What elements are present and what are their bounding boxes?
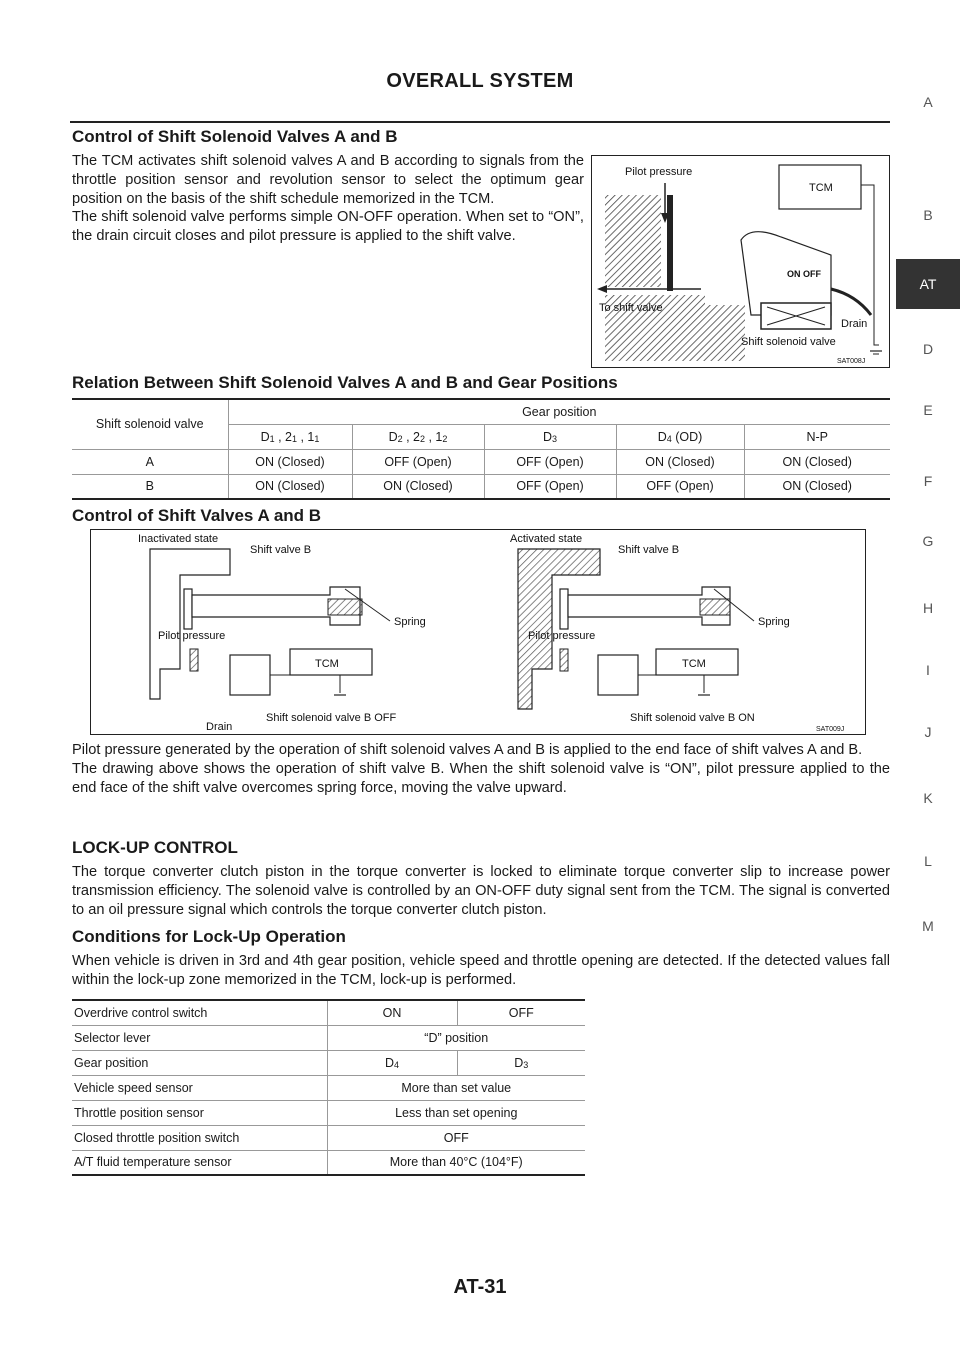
tcm-label: TCM (809, 182, 833, 194)
tcm-label: TCM (682, 658, 706, 670)
table-cell: OFF (327, 1125, 585, 1150)
table-cell: Selector lever (72, 1025, 327, 1050)
section-heading-shift-valves: Control of Shift Valves A and B (72, 506, 322, 525)
side-tab-a[interactable]: A (923, 94, 933, 110)
table-cell: $D_4$ (327, 1050, 457, 1075)
solenoid-valve-label: Shift solenoid valve (741, 336, 836, 348)
table-cell: OFF (Open) (484, 449, 616, 474)
paragraph: The drawing above shows the operation of shift valve B. When the shift solenoid valve is “ON”, pilot pressure applied to the end face of the shift valve overcomes spring force, moving the valve upward. (72, 760, 890, 796)
shift-valves-description (72, 741, 890, 797)
orifice-right (560, 649, 568, 671)
pilot-pressure-label: Pilot pressure (158, 630, 226, 642)
table-cell: Overdrive control switch (72, 1000, 327, 1025)
figure-code: SAT009J (816, 726, 845, 733)
table-cell: ON (Closed) (744, 449, 890, 474)
header-rule (70, 121, 890, 123)
drain-label: Drain (206, 721, 233, 733)
table-cell: “D” position (327, 1025, 585, 1050)
section-heading-lockup: LOCK-UP CONTROL (72, 838, 238, 857)
table-cell: OFF (Open) (616, 474, 744, 499)
paragraph: The TCM activates shift solenoid valves A and B according to signals from the throttle position sensor and revolution sensor to select the optimum gear position on the basis of the shift schedule memorized in the TCM. (72, 153, 584, 207)
tcm-label: TCM (315, 658, 339, 670)
paragraph: When vehicle is driven in 3rd and 4th gear position, vehicle speed and throttle opening are detected. If the detected values fall within the lock-up zone memorized in the TCM, lock-up is performed. (72, 953, 890, 988)
table-cell: More than 40°C (104°F) (327, 1150, 585, 1175)
page-title: OVERALL SYSTEM (386, 70, 574, 92)
table-cell: ON (Closed) (744, 474, 890, 499)
table-row (72, 474, 890, 499)
side-tab-l[interactable]: L (924, 853, 932, 869)
column-header: N-P (744, 424, 890, 449)
table-cell: OFF (Open) (352, 449, 484, 474)
pilot-pressure-label: Pilot pressure (528, 630, 596, 642)
side-tab-j[interactable]: J (924, 724, 932, 740)
orifice-left (190, 649, 198, 671)
table-cell: Throttle position sensor (72, 1100, 327, 1125)
table-row (72, 399, 890, 424)
section-heading-lockup-conditions: Conditions for Lock-Up Operation (72, 927, 346, 946)
table-cell: ON (Closed) (228, 474, 352, 499)
valve-housing-upper (605, 195, 661, 287)
solenoid-block-right (598, 655, 638, 695)
table-cell: ON (Closed) (352, 474, 484, 499)
page-number: AT-31 (453, 1276, 507, 1298)
ssv-on-label: Shift solenoid valve B ON (630, 712, 755, 724)
column-header: $D_4$ (OD) (616, 424, 744, 449)
ssv-off-label: Shift solenoid valve B OFF (266, 712, 397, 724)
table-cell: ON (327, 1000, 457, 1025)
shift-valve-b-label: Shift valve B (250, 544, 312, 556)
column-header: $D_1$ , $2_1$ , $1_1$ (228, 424, 352, 449)
table-row (72, 1125, 585, 1150)
paragraph: The shift solenoid valve performs simple ON-OFF operation. When set to “ON”, the drain circuit closes and pilot pressure is applied to the shift valve. (72, 209, 584, 245)
solenoid-block-left (230, 655, 270, 695)
figure-code: SAT008J (837, 358, 866, 365)
spring-label: Spring (394, 616, 426, 628)
to-shift-valve-label: To shift valve (599, 302, 663, 314)
side-tab-m[interactable]: M (922, 918, 934, 934)
spring-label: Spring (758, 616, 790, 628)
shift-solenoid-description (72, 152, 584, 246)
column-header: $D_2$ , $2_2$ , $1_2$ (352, 424, 484, 449)
table-cell: $D_3$ (457, 1050, 585, 1075)
side-tab-g[interactable]: G (922, 533, 934, 549)
table-row (72, 1025, 585, 1050)
side-tab-f[interactable]: F (923, 473, 933, 489)
spring-right (700, 599, 730, 615)
column-header: Gear position (228, 399, 890, 424)
valve-housing-side (705, 305, 745, 361)
inactivated-state-label: Inactivated state (138, 533, 219, 545)
table-cell: B (72, 474, 228, 499)
gear-position-table (72, 398, 890, 500)
shift-valve-b-label: Shift valve B (618, 544, 680, 556)
section-heading-shift-solenoid: Control of Shift Solenoid Valves A and B (72, 127, 398, 146)
table-cell: Vehicle speed sensor (72, 1075, 327, 1100)
table-cell: Less than set opening (327, 1100, 585, 1125)
side-tab-i[interactable]: I (926, 662, 930, 678)
table-cell: ON (Closed) (228, 449, 352, 474)
section-heading-relation: Relation Between Shift Solenoid Valves A and B and Gear Positions (72, 373, 618, 392)
activated-state-label: Activated state (510, 533, 583, 545)
column-header: $D_3$ (484, 424, 616, 449)
spring-left (328, 599, 362, 615)
side-tab-b[interactable]: B (923, 207, 933, 223)
table-cell: More than set value (327, 1075, 585, 1100)
table-cell: OFF (Open) (484, 474, 616, 499)
pilot-pressure-label: Pilot pressure (625, 166, 693, 178)
paragraph: The torque converter clutch piston in the torque converter is locked to eliminate torque converter slip to increase power transmission efficiency. The solenoid valve is controlled by an ON-OFF duty signal sent from the TCM. The signal is converted to an oil pressure signal which controls the torque converter clutch piston. (72, 864, 890, 918)
table-row (72, 1150, 585, 1175)
valve-end-right (560, 589, 568, 629)
lockup-conditions-description (72, 952, 890, 990)
shift-valve-b-diagram (90, 529, 866, 735)
column-header: Shift solenoid valve (72, 399, 228, 449)
table-cell: ON (Closed) (616, 449, 744, 474)
side-tab-d[interactable]: D (922, 341, 934, 357)
lockup-conditions-table (72, 999, 585, 1176)
side-tab-e[interactable]: E (923, 402, 933, 418)
side-tab-at[interactable]: AT (896, 259, 960, 309)
table-cell: Gear position (72, 1050, 327, 1075)
paragraph: Pilot pressure generated by the operation of shift solenoid valves A and B is applied to the end face of shift valves A and B. (72, 742, 863, 758)
table-row (72, 1000, 585, 1025)
table-cell: Closed throttle position switch (72, 1125, 327, 1150)
table-row (72, 1100, 585, 1125)
shift-solenoid-valve-diagram (591, 155, 890, 368)
valve-seat (667, 195, 673, 291)
table-cell: A (72, 449, 228, 474)
on-off-label: ON OFF (787, 269, 821, 279)
table-row (72, 449, 890, 474)
table-row (72, 1050, 585, 1075)
table-cell: A/T fluid temperature sensor (72, 1150, 327, 1175)
valve-end-left (184, 589, 192, 629)
side-tab-k[interactable]: K (923, 790, 933, 806)
side-tab-h[interactable]: H (922, 600, 934, 616)
table-cell: OFF (457, 1000, 585, 1025)
lockup-description (72, 863, 890, 919)
table-row (72, 1075, 585, 1100)
drain-label: Drain (841, 318, 868, 330)
